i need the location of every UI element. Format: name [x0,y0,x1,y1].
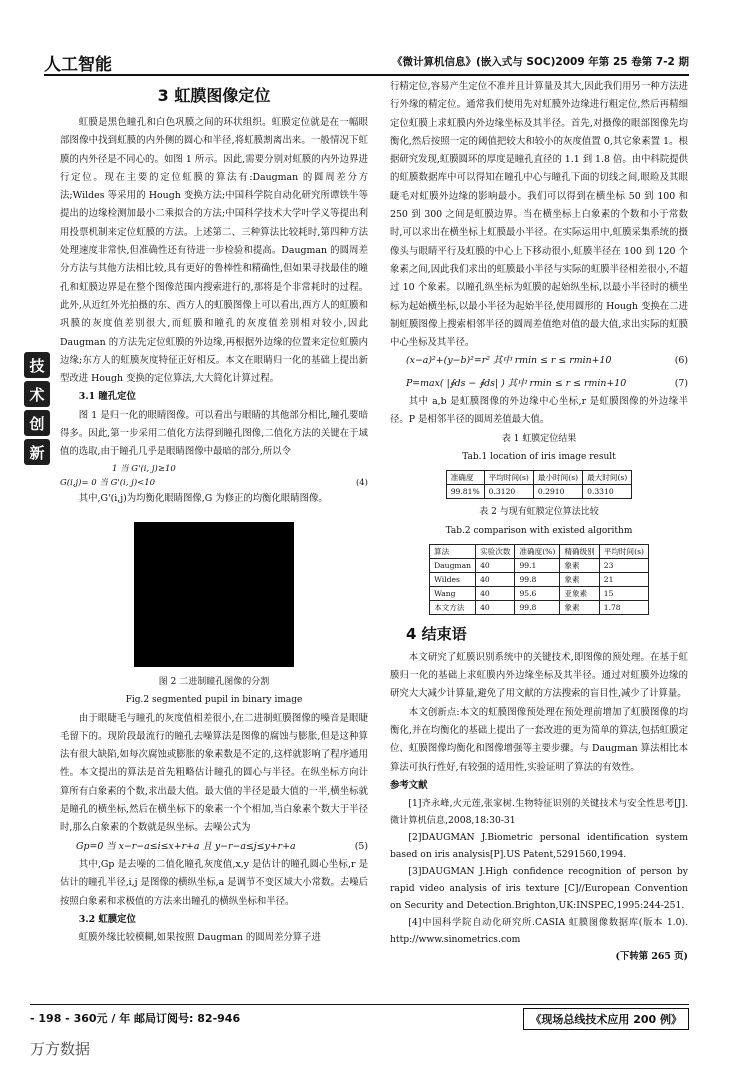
table-cell: 40 [476,558,515,572]
table-cell: 0.3120 [484,485,533,499]
figure-caption-en: Fig.2 segmented pupil in binary image [125,695,303,706]
equation-text: Gp=0 当 x−r−a≤i≤x+r+a 且 y−r−a≤j≤y+r+a [76,840,296,852]
table-header-cell: 准确度 [446,471,484,485]
right-column [390,78,688,967]
equation-number: (7) [674,377,688,389]
table-row [430,586,649,600]
table-cell: 本文方法 [430,600,476,614]
table-cell: Daugman [430,558,476,572]
table-cell: 亚象素 [560,586,599,600]
table-cell: 99.1 [515,558,560,572]
table-cell: 95.6 [515,586,560,600]
table-header-cell: 算法 [430,544,476,558]
side-tag-char: 术 [24,381,50,407]
paragraph: 本文创新点:本文的虹膜图像预处理在预处理前增加了虹膜图像的均衡化,并在均衡化的基础上提出了一套改进的更为简单的算法,包括虹膜定位、虹膜图像均衡化和图像增强等主要步骤。与 Daugman 算法相比本算法可执行性好,有较强的适用性,实验证明了算法的有效性。 [390,706,688,773]
table-cell: 99.8 [515,572,560,586]
subsection-title: 3.2 虹膜定位 [78,913,136,925]
table-header-cell: 实验次数 [476,544,515,558]
equation-6 [390,352,688,370]
side-tag-char: 创 [24,410,50,436]
equation-line: G(i,j)= 0 当 G'(i, j)<10 [60,477,156,488]
paragraph: 图 1 是归一化的眼睛图像。可以看出与眼睛的其他部分相比,瞳孔要暗得多。因此,第一步采用二值化方法得到瞳孔图像,二值化方法的关键在于域值的选取,由于瞳孔几乎是眼睛图像中最暗的部分,所以令 [60,409,368,458]
table-cell: 15 [599,586,648,600]
table-row [430,572,649,586]
reference-item: [2]DAUGMAN J.Biometric personal identification system based on iris analysis[P].US Patent,5291560,1994. [390,832,688,861]
paragraph: 其中 a,b 是虹膜图像的外边缘中心坐标,r 是虹膜图像的外边缘半径。P 是相邻半径的圆周差值最大值。 [390,396,688,426]
table-cell: 21 [599,572,648,586]
section-title: 4 结束语 [406,624,467,643]
footer-rule [30,1004,689,1005]
section-title: 3 虹膜图像定位 [157,86,271,105]
paragraph: 行精定位,容易产生定位不准并且计算量及其大,因此我们用另一种方法进行外缘的精定位。通常我们使用先对虹膜外边缘进行粗定位,然后再精细定位虹膜上求虹膜内外边缘坐标及其半径。首先,对摄像的眼部图像先均衡化,然后按照一定的阈值把较大和较小的灰度值置 0,其它象素置 1。根据研究发现,虹膜圆环的厚度是瞳孔直径的 1.1 到 1.8 倍。由中科院提供的虹膜数据库中可以得知在瞳孔中心与瞳孔下面的切线之间,眼睑及其眼睫毛对虹膜外边缘的影响最小。我们可以得到在横坐标 50 到 100 和 250 到 300 之间是虹膜边界。当在横坐标上白象素的个数和小于常数时,可以求出在横坐标上虹膜最小半径。在实际运用中,虹膜采集系统的摄像头与眼睛平行及虹膜的中心上下移动很小,虹膜半径在 100 到 120 个象素之间,因此我们求出的虹膜最小半径与实际的虹膜半径相差很小,不超过 10 个象素。以瞳孔纵坐标为虹膜的起始纵坐标,以最小半径时的横坐标为起始横坐标,以最小半径为起始半径,使用圆形的 Hough 变换在二进制虹膜图像上搜索相邻半径的圆周差值绝对值的最大值,求出实际的虹膜中心坐标及其半径。 [390,81,688,349]
equation-line: 1 当 G'(i, j)≥10 [112,463,176,474]
header-rule [44,74,689,76]
equation-text: P=max( |∮ds − ∮ds| ) 其中 rmin ≤ r ≤ rmin+10 [406,377,627,389]
paragraph: 虹膜外缘比较模糊,如果按照 Daugman 的圆周差分算子进 [78,932,321,944]
equation-4 [60,462,368,490]
paragraph: 虹膜是黑色瞳孔和白色巩膜之间的环状组织。虹膜定位就是在一幅眼部图像中找到虹膜的内外侧的圆心和半径,将虹膜割离出来。一般情况下虹膜的内外径是不同心的。如图 1 所示。因此,需要分别对虹膜的内外边界进行定位。现在主要的定位虹膜的算法有:Daugman 的圆周差分方法;Wildes 等采用的 Hough 变换方法;中国科学院自动化研究所谭铁牛等提出的边缘检测加最小二乘拟合的方法;中国科学技术大学叶学义等提出利用投票机制来定位虹膜的方法。上述第二、三种算法比较耗时,第四种方法处理速度非常快,但准确性还有待进一步检验和提高。Daugman 的圆周差分方法与其他方法相比较,具有更好的鲁棒性和精确性,但如果寻找最佳的瞳孔和虹膜边界是在整个图像范围内搜索进行的,那将是个非常耗时的过程。此外,从近红外光拍摄的东、西方人的虹膜图像上可以看出,西方人的虹膜和巩膜的灰度值差别很大,而虹膜和瞳孔的灰度值差别相对较小,因此 Daugman 的方法先定位虹膜的外边缘,再根据外边缘的位置来定位虹膜内边缘;东方人的虹膜灰度特征正好相反。本文在眼睛归一化的基础上提出新型改进 Hough 变换的定位算法,大大简化计算过程。 [60,117,368,385]
table-cell: 99.81% [446,485,484,499]
references-title: 参考文献 [390,779,428,791]
table-cell: 象素 [560,572,599,586]
subsection-title: 3.1 瞳孔定位 [78,391,136,403]
equation-number: (4) [355,477,368,488]
equation-text: (x−a)²+(y−b)²=r² 其中 rmin ≤ r ≤ rmin+10 [406,355,612,367]
table-caption-en: Tab.1 location of iris image result [462,451,616,462]
side-tag [24,352,50,465]
table-caption: 表 1 虹膜定位结果 [501,433,577,444]
equation-number: (6) [674,355,688,367]
table-caption-en: Tab.2 comparison with existed algorithm [445,525,633,536]
table-cell: 0.3310 [583,485,632,499]
figure-image [134,522,294,667]
table-comparison [429,544,649,615]
side-tag-char: 新 [24,439,50,465]
continuation-note: (下转第 265 页) [615,951,688,963]
table-header-cell: 准确度(%) [515,544,560,558]
equation-7 [390,375,688,393]
reference-item: [4]中国科学院自动化研究所.CASIA 虹膜图像数据库(版本 1.0). http://www.sinometrics.com [390,917,688,946]
table-cell: 象素 [560,600,599,614]
figure-caption: 图 2 二进制瞳孔图像的分割 [158,676,270,687]
paragraph: 其中,Gp 是去噪的二值化瞳孔灰度值,x,y 是估计的瞳孔圆心坐标,r 是估计的瞳孔半径,i,j 是图像的横纵坐标,a 是调节不变区域大小常数。去噪后按照白象素和求极值的方法来出瞳孔的横纵坐标和半径。 [60,858,368,907]
table-cell: 40 [476,586,515,600]
table-header-cell: 平均时间(s) [599,544,648,558]
footer-ad: 《现场总线技术应用 200 例》 [523,1008,689,1030]
section-label: 人工智能 [44,55,112,75]
paragraph: 其中,G'(i,j)为均衡化眼睛图像,G 为修正的均衡化眼睛图像。 [78,492,328,504]
table-location-result [446,470,633,499]
footer-page-info: - 198 - 360元 / 年 邮局订阅号: 82-946 [30,1012,241,1025]
table-cell: Wildes [430,572,476,586]
paragraph: 本文研究了虹膜识别系统中的关键技术,即图像的预处理。在基于虹膜归一化的基础上求虹膜内外边缘坐标及其半径。通过对虹膜外边缘的研究大大减少计算量,避免了用文献的方法搜索的盲目性,减少了计算量。 [390,651,688,700]
table-cell: 40 [476,572,515,586]
left-column [60,78,368,947]
table-header-cell: 最小时间(s) [533,471,582,485]
journal-header: 《微计算机信息》(嵌入式与 SOC)2009 年第 25 卷第 7-2 期 [391,56,689,68]
equation-number: (5) [354,840,368,852]
table-cell: 99.8 [515,600,560,614]
table-header-cell: 最大时间(s) [583,471,632,485]
table-cell: 40 [476,600,515,614]
table-cell: 象素 [560,558,599,572]
table-header-cell: 精确级别 [560,544,599,558]
table-caption: 表 2 与现有虹膜定位算法比较 [479,507,599,518]
equation-5 [60,838,368,856]
table-row [430,558,649,572]
reference-item: [3]DAUGMAN J.High confidence recognition of person by rapid video analysis of iris texture [C]//European Convention on Security and Detection.Brighton,UK:INSPEC,1995:244-251. [390,866,688,912]
table-cell: 23 [599,558,648,572]
side-tag-char: 技 [24,352,50,378]
table-row [430,600,649,614]
paragraph: 由于眼睫毛与瞳孔的灰度值相差很小,在二进制虹膜图像的噪音是眼睫毛留下的。现阶段最流行的瞳孔去噪算法是图像的腐蚀与膨胀,但是这种算法有很大缺陷,如每次腐蚀或膨胀的象素数是不定的,这样就影响了程序通用性。本文提出的算法是首先粗略估计瞳孔的圆心与半径。在纵坐标方向计算所有白象素的个数,求出最大值。最大值的半径是最大值的一半,横坐标就是瞳孔的横坐标,然后在横坐标下的象素一个个相加,当白象素个数大于半径时,那么白象素的个数就是纵坐标。去噪公式为 [60,712,368,834]
watermark: 万方数据 [30,1040,91,1058]
table-cell: Wang [430,586,476,600]
reference-item: [1]齐永峰,火元莲,张家树.生物特征识别的关键技术与安全性思考[J].微计算机信息,2008,18:30-31 [390,798,688,827]
table-row [446,485,632,499]
table-header-cell: 平均时间(s) [484,471,533,485]
table-cell: 1.78 [599,600,648,614]
table-cell: 0.2910 [533,485,582,499]
